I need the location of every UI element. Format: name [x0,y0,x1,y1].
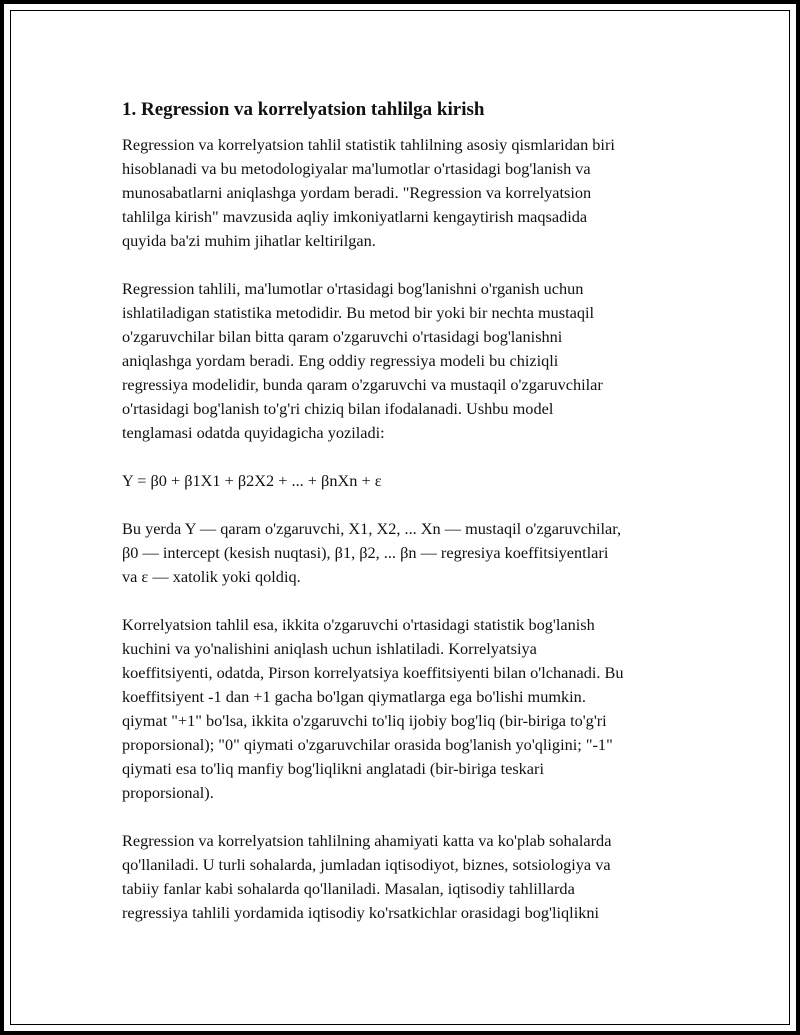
text-line: hisoblanadi va bu metodologiyalar ma'lumotlar o'rtasidagi bog'lanish va [122,159,591,178]
paragraph-regression [122,277,702,445]
text-line: Regression va korrelyatsion tahlilning ahamiyati katta va ko'plab sohalarda [122,831,612,850]
text-line: proporsional); "0" qiymati o'zgaruvchilar orasida bog'lanish yo'qligini; "-1" [122,735,613,754]
paragraph-importance [122,829,702,925]
text-line: Korrelyatsion tahlil esa, ikkita o'zgaruvchi o'rtasidagi statistik bog'lanish [122,615,595,634]
text-line: tenglamasi odatda quyidagicha yoziladi: [122,423,385,442]
text-line: ishlatiladigan statistika metodidir. Bu metod bir yoki bir nechta mustaqil [122,303,595,322]
text-line: munosabatlarni aniqlashga yordam beradi. "Regression va korrelyatsion [122,183,592,202]
text-line: va ε — xatolik yoki qoldiq. [122,567,301,586]
text-line: proporsional). [122,783,214,802]
text-line: regressiya modelidir, bunda qaram o'zgaruvchi va mustaqil o'zgaruvchilar [122,375,603,394]
section-heading: 1. Regression va korrelyatsion tahlilga kirish [122,99,485,120]
text-line: qiymati esa to'liq manfiy bog'liqlikni anglatadi (bir-biriga teskari [122,759,544,778]
paragraph-equation-explanation [122,517,702,589]
paragraph-correlation [122,613,702,805]
text-line: o'zgaruvchilar bilan bitta qaram o'zgaruvchi o'rtasidagi bog'lanishni [122,327,563,346]
text-line: koeffitsiyent -1 dan +1 gacha bo'lgan qiymatlarga ega bo'lishi mumkin. [122,687,586,706]
text-line: quyida ba'zi muhim jihatlar keltirilgan. [122,231,376,250]
text-line: qo'llaniladi. U turli sohalarda, jumladan iqtisodiyot, biznes, sotsiologiya va [122,855,611,874]
text-line: β0 — intercept (kesish nuqtasi), β1, β2, ... βn — regresiya koeffitsiyentlari [122,543,609,562]
text-line: tahlilga kirish" mavzusida aqliy imkoniyatlarni kengaytirish maqsadida [122,207,588,226]
text-line: aniqlashga yordam beradi. Eng oddiy regressiya modeli bu chiziqli [122,351,559,370]
document-body [122,98,702,949]
text-line: tabiiy fanlar kabi sohalarda qo'llaniladi. Masalan, iqtisodiy tahlillarda [122,879,575,898]
paragraph-equation [122,469,702,493]
paragraph-intro [122,133,702,253]
text-line: Bu yerda Y — qaram o'zgaruvchi, X1, X2, ... Xn — mustaqil o'zgaruvchilar, [122,519,622,538]
text-line: kuchini va yo'nalishini aniqlash uchun ishlatiladi. Korrelyatsiya [122,639,537,658]
regression-equation: Y = β0 + β1X1 + β2X2 + ... + βnXn + ε [122,471,382,490]
text-line: Regression va korrelyatsion tahlil statistik tahlilning asosiy qismlaridan biri [122,135,615,154]
text-line: koeffitsiyenti, odatda, Pirson korrelyatsiya koeffitsiyenti bilan o'lchanadi. Bu [122,663,624,682]
text-line: regressiya tahlili yordamida iqtisodiy ko'rsatkichlar orasidagi bog'liqlikni [122,903,600,922]
text-line: Regression tahlili, ma'lumotlar o'rtasidagi bog'lanishni o'rganish uchun [122,279,584,298]
text-line: o'rtasidagi bog'lanish to'g'ri chiziq bilan ifodalanadi. Ushbu model [122,399,554,418]
text-line: qiymat "+1" bo'lsa, ikkita o'zgaruvchi to'liq ijobiy bog'liq (bir-biriga to'g'ri [122,711,607,730]
